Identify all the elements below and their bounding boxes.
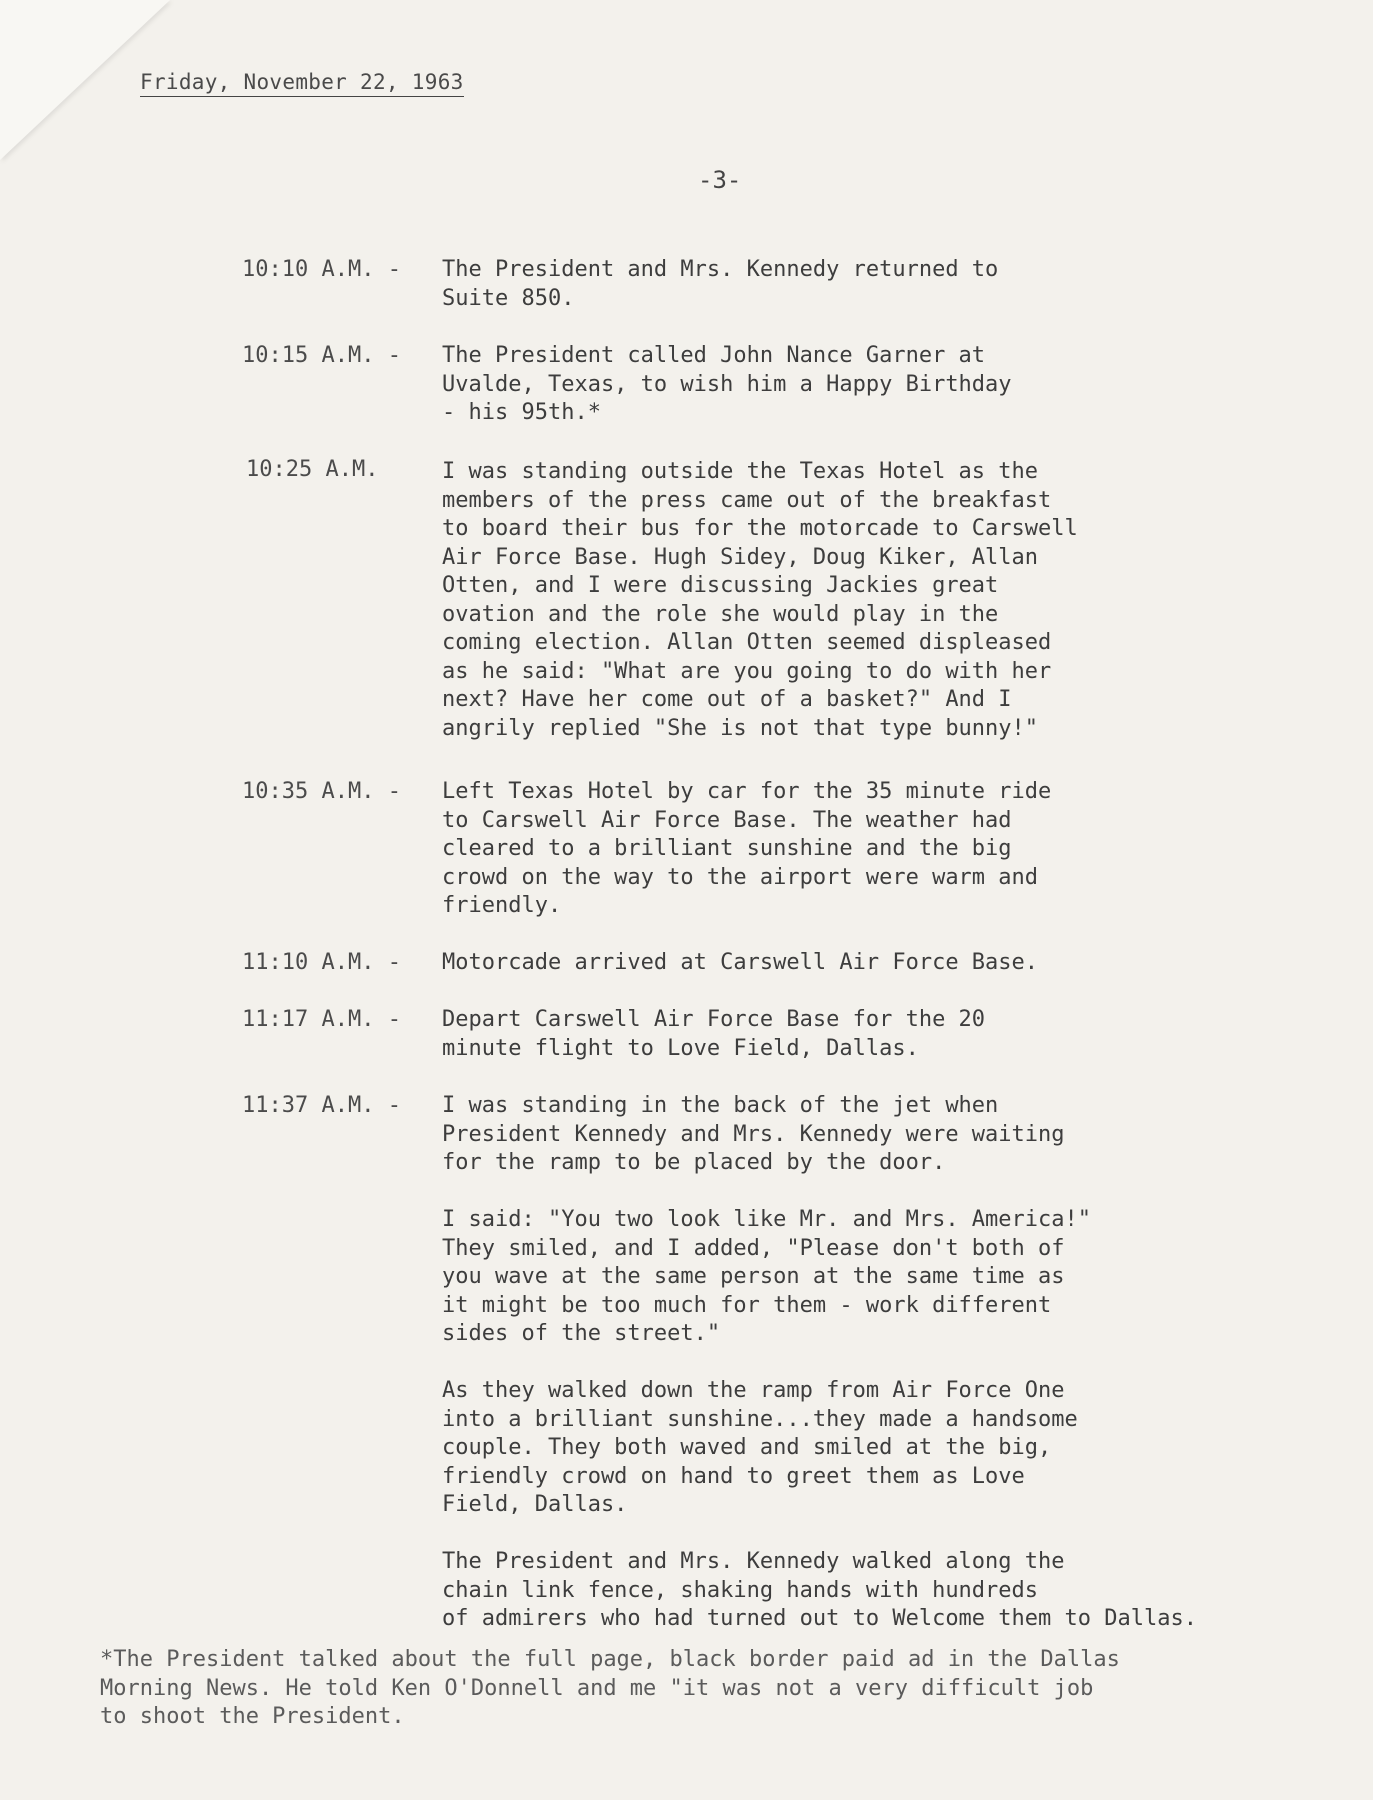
entry-time: 10:10 A.M. - — [242, 257, 401, 282]
page-number: -3- — [698, 166, 742, 194]
entry-text: Motorcade arrived at Carswell Air Force Base. — [442, 950, 1039, 975]
entry-text: The President called John Nance Garner at Uvalde, Texas, to wish him a Happy Birthday - his 95th.* — [442, 343, 1012, 425]
continuation-paragraph: I said: "You two look like Mr. and Mrs. America!" They smiled, and I added, "Please don't both of you wave at the same person at the same time as it might be too much for them - work different sides of the street." — [442, 1207, 1092, 1346]
entry-time: 10:25 A.M. — [246, 457, 379, 482]
continuation-paragraph: As they walked down the ramp from Air Force One into a brilliant sunshine...they made a handsome couple. They both waved and smiled at the big, friendly crowd on hand to greet them as Love Field, Dallas. — [442, 1378, 1078, 1517]
entry-text: The President and Mrs. Kennedy returned to Suite 850. — [442, 257, 999, 311]
entry-time: 11:37 A.M. - — [242, 1093, 401, 1118]
entry-time: 10:15 A.M. - — [242, 343, 401, 368]
footnote: *The President talked about the full page, black border paid ad in the Dallas Morning News. He told Ken O'Donnell and me "it was not a very difficult job to shoot the President. — [100, 1647, 1120, 1729]
entry-time: 10:35 A.M. - — [242, 779, 401, 804]
entry-text: I was standing in the back of the jet when President Kennedy and Mrs. Kennedy were waiting for the ramp to be placed by the door. — [442, 1093, 1065, 1175]
entry-time: 11:10 A.M. - — [242, 950, 401, 975]
continuation-paragraph: The President and Mrs. Kennedy walked along the chain link fence, shaking hands with hundreds of admirers who had turned out to Welcome them to Dallas. — [442, 1549, 1197, 1631]
document-date: Friday, November 22, 1963 — [140, 70, 464, 97]
entry-text: Depart Carswell Air Force Base for the 20 minute flight to Love Field, Dallas. — [442, 1007, 986, 1061]
entry-time: 11:17 A.M. - — [242, 1007, 401, 1032]
entry-text: I was standing outside the Texas Hotel as the members of the press came out of the breakfast to board their bus for the motorcade to Carswell Air Force Base. Hugh Sidey, Doug Kiker, Allan Otten, and I were discussing Jackies great ovation and the role she would play in the coming election. Allan Otten seemed displeased as he said: "What are you going to do with her next? Have her come out of a basket?" And I angrily replied "She is not that type bunny!" — [442, 459, 1078, 741]
entry-text: Left Texas Hotel by car for the 35 minute ride to Carswell Air Force Base. The weather had cleared to a brilliant sunshine and the big crowd on the way to the airport were warm and friendly. — [442, 779, 1052, 918]
